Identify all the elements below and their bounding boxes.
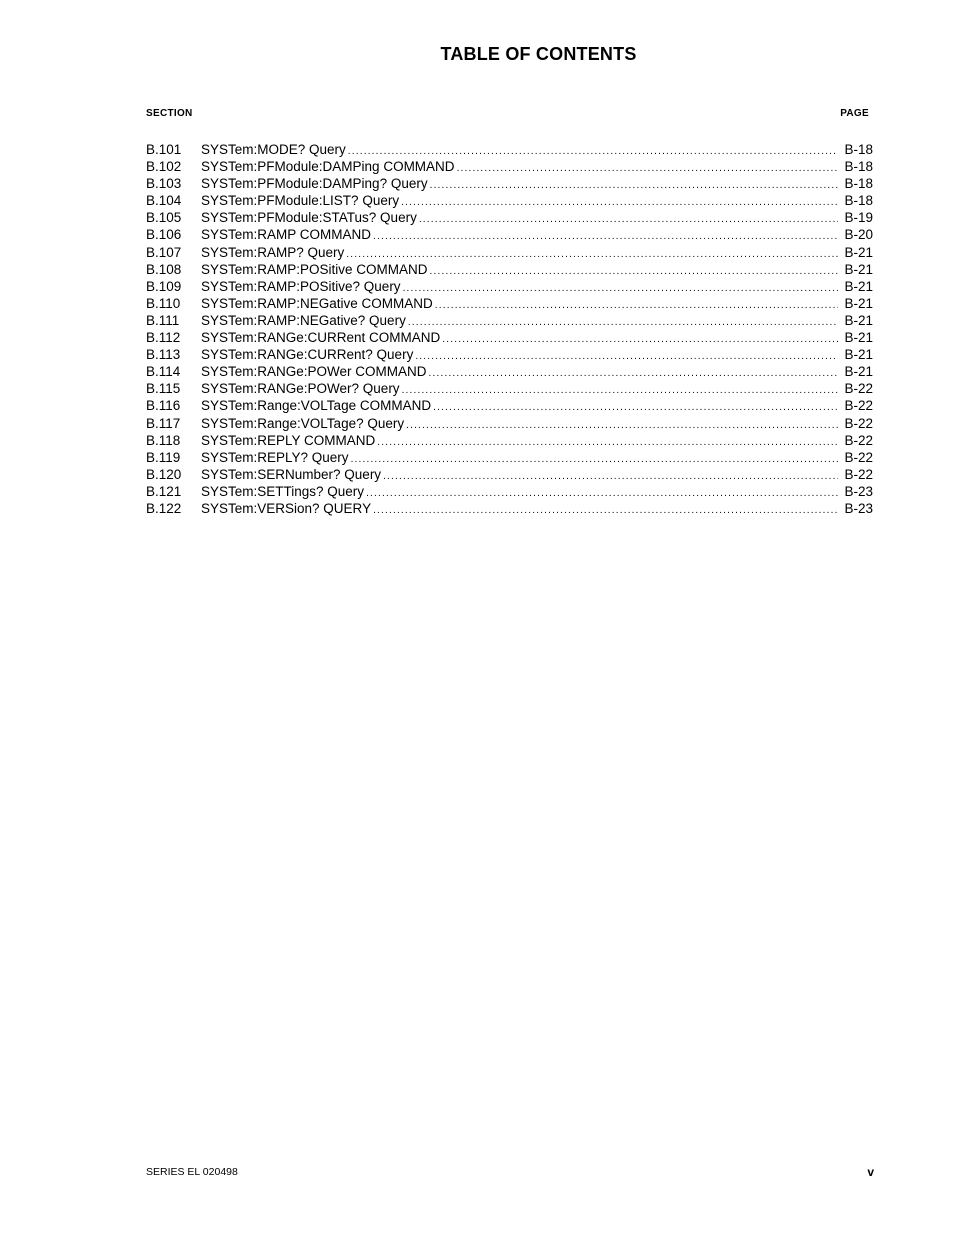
toc-entry-title: SYSTem:RAMP? Query bbox=[201, 244, 345, 260]
toc-entry-title: SYSTem:SERNumber? Query bbox=[201, 466, 382, 482]
toc-entry-title: SYSTem:RAMP COMMAND bbox=[201, 227, 372, 243]
toc-row[interactable] bbox=[146, 312, 873, 329]
toc-entry-title: SYSTem:Range:VOLTage COMMAND bbox=[201, 398, 432, 414]
toc-section-number: B.108 bbox=[146, 261, 182, 277]
toc-entry-title: SYSTem:REPLY? Query bbox=[201, 449, 349, 465]
toc-entry-title: SYSTem:RAMP:POSitive? Query bbox=[201, 278, 401, 294]
toc-entry-title: SYSTem:RAMP:NEGative COMMAND bbox=[201, 295, 433, 311]
toc-row[interactable] bbox=[146, 244, 873, 261]
table-of-contents-list bbox=[146, 141, 873, 517]
toc-section-number: B.111 bbox=[146, 312, 180, 328]
toc-row[interactable] bbox=[146, 261, 873, 278]
toc-page-number: B-22 bbox=[844, 398, 873, 414]
footer-page-number: v bbox=[867, 1165, 874, 1179]
toc-row[interactable] bbox=[146, 192, 873, 209]
page-column-header: PAGE bbox=[840, 108, 869, 119]
toc-page-number: B-23 bbox=[844, 483, 873, 499]
toc-page-number: B-18 bbox=[844, 193, 873, 209]
toc-row[interactable] bbox=[146, 175, 873, 192]
toc-section-number: B.110 bbox=[146, 295, 181, 311]
toc-entry-title: SYSTem:PFModule:STATus? Query bbox=[201, 210, 417, 226]
toc-section-number: B.122 bbox=[146, 500, 182, 516]
toc-section-number: B.104 bbox=[146, 193, 182, 209]
toc-dot-leader bbox=[373, 502, 838, 519]
footer-series-label: SERIES EL 020498 bbox=[146, 1166, 238, 1178]
section-column-header: SECTION bbox=[146, 108, 193, 119]
toc-row[interactable] bbox=[146, 209, 873, 226]
toc-entry-title: SYSTem:RANGe:POWer COMMAND bbox=[201, 364, 427, 380]
toc-section-number: B.120 bbox=[146, 466, 182, 482]
toc-entry-title: SYSTem:REPLY COMMAND bbox=[201, 432, 376, 448]
toc-page-number: B-21 bbox=[844, 347, 873, 363]
toc-entry-title: SYSTem:PFModule:LIST? Query bbox=[201, 193, 400, 209]
toc-section-number: B.114 bbox=[146, 364, 181, 380]
toc-section-number: B.116 bbox=[146, 398, 181, 414]
toc-row[interactable] bbox=[146, 500, 873, 517]
toc-page-number: B-18 bbox=[844, 142, 873, 157]
toc-row[interactable] bbox=[146, 483, 873, 500]
toc-page-number: B-21 bbox=[844, 364, 873, 380]
toc-section-number: B.102 bbox=[146, 159, 182, 175]
toc-row[interactable] bbox=[146, 415, 873, 432]
toc-section-number: B.105 bbox=[146, 210, 182, 226]
toc-entry-title: SYSTem:SETTings? Query bbox=[201, 483, 365, 499]
toc-entry-title: SYSTem:RANGe:CURRent? Query bbox=[201, 347, 414, 363]
toc-page-number: B-19 bbox=[844, 210, 873, 226]
toc-page-number: B-22 bbox=[844, 415, 873, 431]
toc-section-number: B.119 bbox=[146, 449, 181, 465]
toc-page-number: B-21 bbox=[844, 261, 873, 277]
toc-entry-title: SYSTem:PFModule:DAMPing? Query bbox=[201, 176, 428, 192]
toc-row[interactable] bbox=[146, 432, 873, 449]
toc-row[interactable] bbox=[146, 363, 873, 380]
toc-entry-title: SYSTem:RANGe:POWer? Query bbox=[201, 381, 400, 397]
toc-page-number: B-23 bbox=[844, 500, 873, 516]
toc-row[interactable] bbox=[146, 397, 873, 414]
toc-row[interactable] bbox=[146, 449, 873, 466]
toc-page-number: B-22 bbox=[844, 381, 873, 397]
toc-row[interactable] bbox=[146, 158, 873, 175]
toc-page-number: B-21 bbox=[844, 278, 873, 294]
toc-section-number: B.113 bbox=[146, 347, 181, 363]
toc-entry-title: SYSTem:PFModule:DAMPing COMMAND bbox=[201, 159, 455, 175]
toc-page-number: B-18 bbox=[844, 176, 873, 192]
toc-page-number: B-21 bbox=[844, 312, 873, 328]
toc-section-number: B.109 bbox=[146, 278, 182, 294]
toc-row[interactable] bbox=[146, 226, 873, 243]
toc-section-number: B.115 bbox=[146, 381, 181, 397]
toc-section-number: B.101 bbox=[146, 142, 182, 157]
toc-section-number: B.112 bbox=[146, 330, 181, 346]
toc-entry-title: SYSTem:RANGe:CURRent COMMAND bbox=[201, 330, 441, 346]
toc-entry-title: SYSTem:RAMP:POSitive COMMAND bbox=[201, 261, 428, 277]
toc-section-number: B.103 bbox=[146, 176, 182, 192]
toc-section-number: B.121 bbox=[146, 483, 182, 499]
toc-entry-title: SYSTem:RAMP:NEGative? Query bbox=[201, 312, 406, 328]
toc-section-number: B.106 bbox=[146, 227, 182, 243]
toc-section-number: B.118 bbox=[146, 432, 181, 448]
toc-row[interactable] bbox=[146, 466, 873, 483]
toc-page-number: B-22 bbox=[844, 466, 873, 482]
toc-row[interactable] bbox=[146, 380, 873, 397]
toc-row[interactable] bbox=[146, 295, 873, 312]
toc-entry bbox=[201, 500, 873, 519]
toc-entry-title: SYSTem:MODE? Query bbox=[201, 142, 346, 157]
toc-page-number: B-22 bbox=[844, 449, 873, 465]
toc-page-number: B-21 bbox=[844, 295, 873, 311]
toc-entry-title: SYSTem:Range:VOLTage? Query bbox=[201, 415, 405, 431]
toc-page-number: B-22 bbox=[844, 432, 873, 448]
toc-page-number: B-18 bbox=[844, 159, 873, 175]
toc-page-number: B-21 bbox=[844, 244, 873, 260]
toc-row[interactable] bbox=[146, 141, 873, 158]
toc-section-number: B.117 bbox=[146, 415, 181, 431]
toc-entry-title: SYSTem:VERSion? QUERY bbox=[201, 500, 372, 516]
toc-row[interactable] bbox=[146, 329, 873, 346]
toc-row[interactable] bbox=[146, 346, 873, 363]
toc-page-number: B-21 bbox=[844, 330, 873, 346]
toc-page-number: B-20 bbox=[844, 227, 873, 243]
toc-row[interactable] bbox=[146, 278, 873, 295]
toc-section-number: B.107 bbox=[146, 244, 182, 260]
page-title: TABLE OF CONTENTS bbox=[440, 44, 637, 64]
